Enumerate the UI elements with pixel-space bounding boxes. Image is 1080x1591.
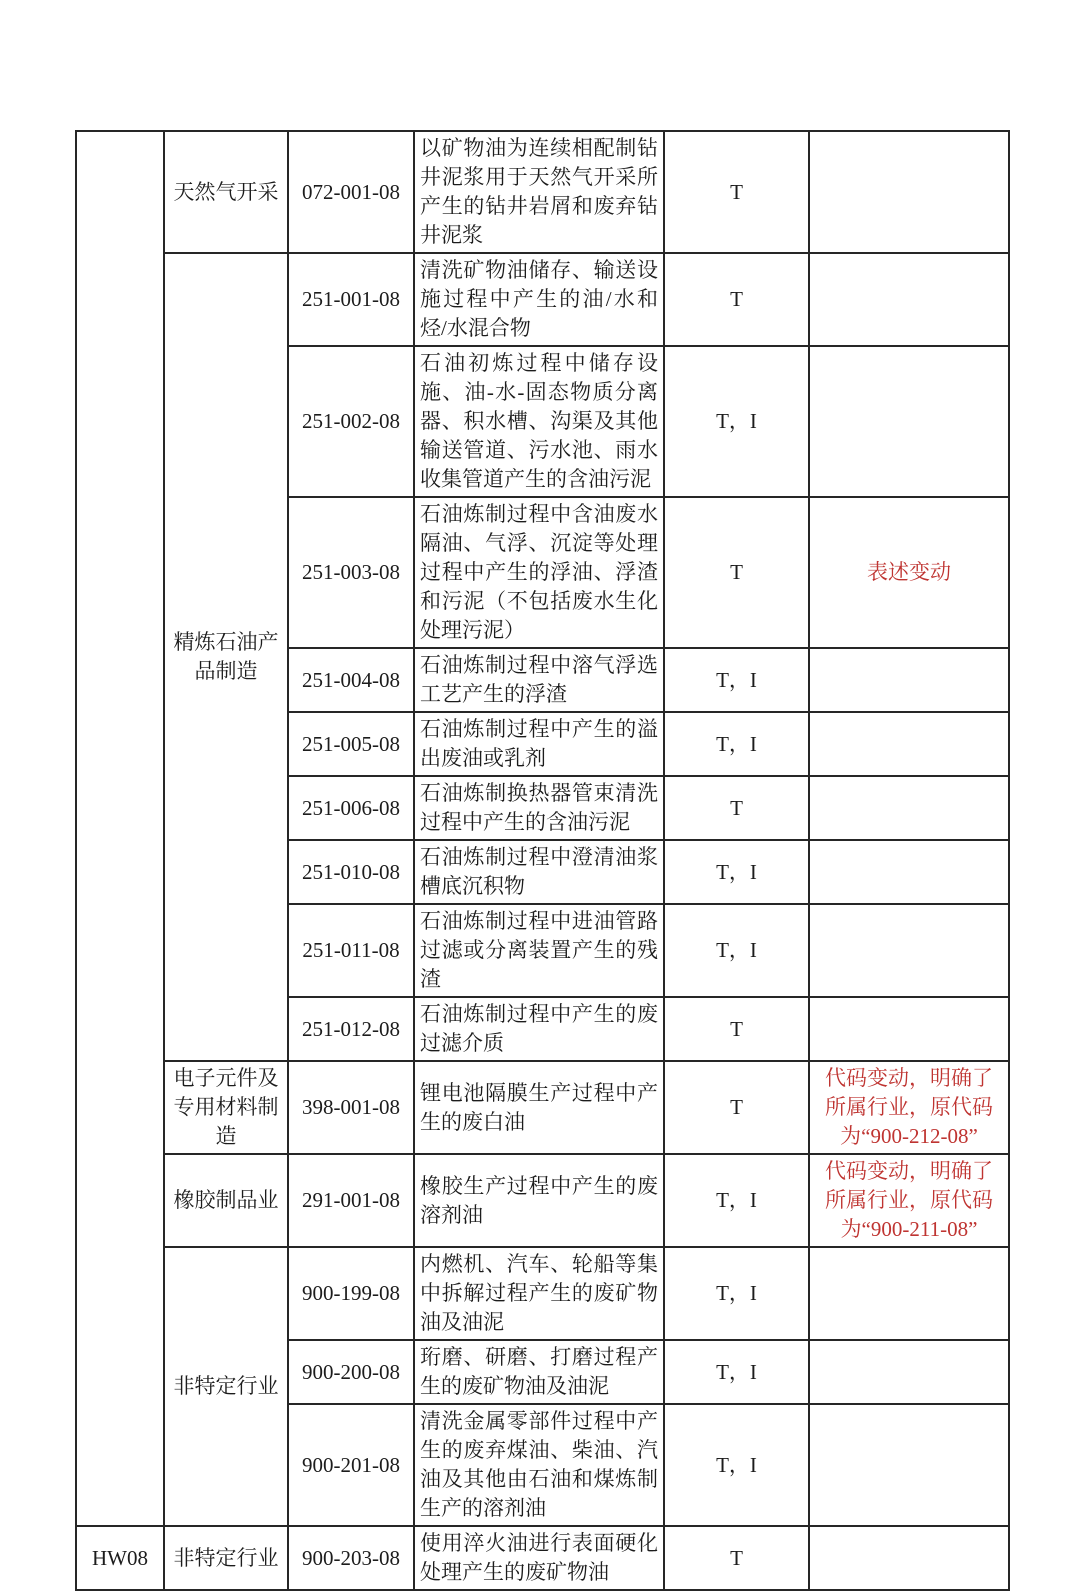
description-cell: 石油炼制过程中溶气浮选工艺产生的浮渣 bbox=[414, 648, 664, 712]
hw-code-cell bbox=[76, 131, 164, 1526]
waste-code-cell: 251-003-08 bbox=[288, 497, 414, 648]
description-cell: 清洗矿物油储存、输送设施过程中产生的油/水和烃/水混合物 bbox=[414, 253, 664, 346]
table-row bbox=[76, 1526, 1009, 1590]
waste-code-cell: 251-002-08 bbox=[288, 346, 414, 497]
description-cell: 石油炼制换热器管束清洗过程中产生的含油污泥 bbox=[414, 776, 664, 840]
industry-cell: 橡胶制品业 bbox=[164, 1154, 288, 1247]
waste-code-cell: 251-012-08 bbox=[288, 997, 414, 1061]
waste-code-cell: 398-001-08 bbox=[288, 1061, 414, 1154]
industry-cell: 电子元件及专用材料制造 bbox=[164, 1061, 288, 1154]
remark-cell bbox=[809, 253, 1009, 346]
industry-cell: 精炼石油产品制造 bbox=[164, 253, 288, 1061]
property-cell: T bbox=[664, 497, 809, 648]
description-cell: 橡胶生产过程中产生的废溶剂油 bbox=[414, 1154, 664, 1247]
industry-cell: 天然气开采 bbox=[164, 131, 288, 253]
description-cell: 石油炼制过程中产生的溢出废油或乳剂 bbox=[414, 712, 664, 776]
description-cell: 以矿物油为连续相配制钻井泥浆用于天然气开采所产生的钻井岩屑和废弃钻井泥浆 bbox=[414, 131, 664, 253]
description-cell: 石油炼制过程中进油管路过滤或分离装置产生的残渣 bbox=[414, 904, 664, 997]
waste-code-cell: 251-005-08 bbox=[288, 712, 414, 776]
remark-cell bbox=[809, 346, 1009, 497]
hazardous-waste-table bbox=[75, 130, 1010, 1591]
property-cell: T bbox=[664, 253, 809, 346]
remark-cell bbox=[809, 1340, 1009, 1404]
property-cell: T，I bbox=[664, 712, 809, 776]
remark-cell bbox=[809, 904, 1009, 997]
remark-cell bbox=[809, 1247, 1009, 1340]
description-cell: 内燃机、汽车、轮船等集中拆解过程产生的废矿物油及油泥 bbox=[414, 1247, 664, 1340]
remark-cell bbox=[809, 1404, 1009, 1526]
property-cell: T bbox=[664, 997, 809, 1061]
remark-cell bbox=[809, 840, 1009, 904]
description-cell: 石油炼制过程中澄清油浆槽底沉积物 bbox=[414, 840, 664, 904]
description-cell: 石油初炼过程中储存设施、油-水-固态物质分离器、积水槽、沟渠及其他输送管道、污水池、雨水收集管道产生的含油污泥 bbox=[414, 346, 664, 497]
waste-code-cell: 251-006-08 bbox=[288, 776, 414, 840]
remark-cell bbox=[809, 712, 1009, 776]
table-row bbox=[76, 1247, 1009, 1340]
remark-cell bbox=[809, 131, 1009, 253]
hw-code-cell: HW08 bbox=[76, 1526, 164, 1590]
remark-cell bbox=[809, 1526, 1009, 1590]
waste-code-cell: 251-004-08 bbox=[288, 648, 414, 712]
remark-cell: 代码变动，明确了所属行业，原代码为“900-212-08” bbox=[809, 1061, 1009, 1154]
property-cell: T bbox=[664, 776, 809, 840]
table-row bbox=[76, 131, 1009, 253]
table-row bbox=[76, 253, 1009, 346]
waste-code-cell: 291-001-08 bbox=[288, 1154, 414, 1247]
property-cell: T，I bbox=[664, 904, 809, 997]
property-cell: T bbox=[664, 131, 809, 253]
property-cell: T，I bbox=[664, 1247, 809, 1340]
waste-code-cell: 251-001-08 bbox=[288, 253, 414, 346]
description-cell: 石油炼制过程中含油废水隔油、气浮、沉淀等处理过程中产生的浮油、浮渣和污泥（不包括废水生化处理污泥） bbox=[414, 497, 664, 648]
remark-cell bbox=[809, 997, 1009, 1061]
description-cell: 使用淬火油进行表面硬化处理产生的废矿物油 bbox=[414, 1526, 664, 1590]
property-cell: T，I bbox=[664, 1154, 809, 1247]
description-cell: 锂电池隔膜生产过程中产生的废白油 bbox=[414, 1061, 664, 1154]
property-cell: T bbox=[664, 1526, 809, 1590]
table-row bbox=[76, 1154, 1009, 1247]
remark-cell bbox=[809, 776, 1009, 840]
waste-code-cell: 900-200-08 bbox=[288, 1340, 414, 1404]
table-row bbox=[76, 1061, 1009, 1154]
property-cell: T，I bbox=[664, 1404, 809, 1526]
property-cell: T，I bbox=[664, 1340, 809, 1404]
property-cell: T，I bbox=[664, 840, 809, 904]
waste-code-cell: 251-011-08 bbox=[288, 904, 414, 997]
waste-code-cell: 900-203-08 bbox=[288, 1526, 414, 1590]
waste-code-cell: 900-201-08 bbox=[288, 1404, 414, 1526]
remark-cell bbox=[809, 648, 1009, 712]
property-cell: T bbox=[664, 1061, 809, 1154]
waste-code-cell: 072-001-08 bbox=[288, 131, 414, 253]
industry-cell: 非特定行业 bbox=[164, 1526, 288, 1590]
remark-cell: 表述变动 bbox=[809, 497, 1009, 648]
property-cell: T，I bbox=[664, 346, 809, 497]
description-cell: 石油炼制过程中产生的废过滤介质 bbox=[414, 997, 664, 1061]
description-cell: 珩磨、研磨、打磨过程产生的废矿物油及油泥 bbox=[414, 1340, 664, 1404]
waste-code-cell: 251-010-08 bbox=[288, 840, 414, 904]
property-cell: T，I bbox=[664, 648, 809, 712]
description-cell: 清洗金属零部件过程中产生的废弃煤油、柴油、汽油及其他由石油和煤炼制生产的溶剂油 bbox=[414, 1404, 664, 1526]
industry-cell: 非特定行业 bbox=[164, 1247, 288, 1526]
waste-code-cell: 900-199-08 bbox=[288, 1247, 414, 1340]
remark-cell: 代码变动，明确了所属行业，原代码为“900-211-08” bbox=[809, 1154, 1009, 1247]
